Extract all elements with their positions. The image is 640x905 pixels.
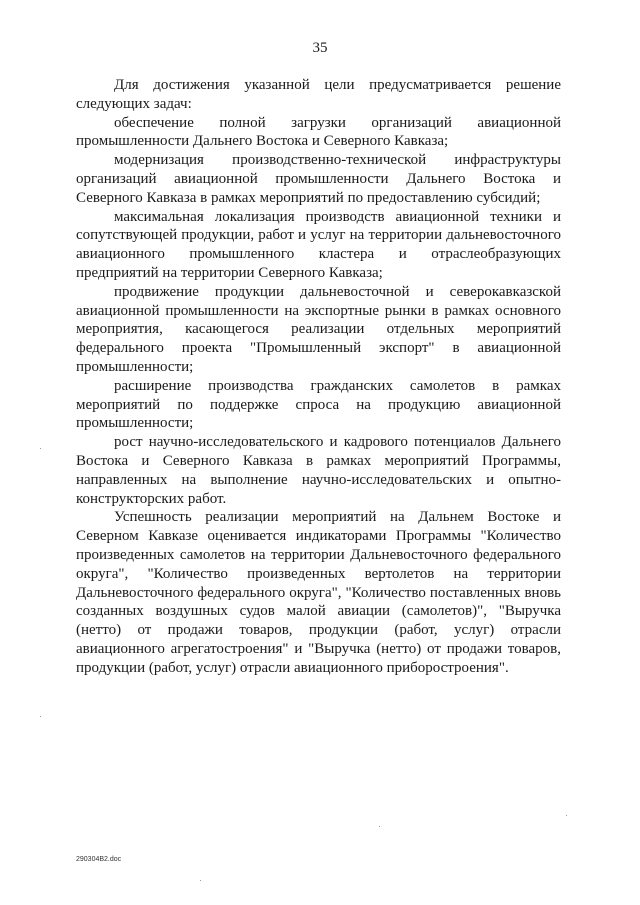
paragraph-task-civil-aircraft: расширение производства гражданских самолетов в рамках мероприятий по поддержке спроса на продукцию авиационной промышленности; [76,377,561,432]
scan-speck [40,716,41,717]
scan-speck [40,448,41,449]
paragraph-task-modernization: модернизация производственно-технической инфраструктуры организаций авиационной промышленности Дальнего Востока и Северного Кавказа в рамках мероприятий по предоставлению субсидий; [76,152,561,206]
paragraph-intro: Для достижения указанной цели предусматривается решение следующих задач: [76,77,561,112]
page-number: 35 [312,40,328,56]
paragraph-task-full-load: обеспечение полной загрузки организаций авиационной промышленности Дальнего Востока и Северного Кавказа; [76,114,561,150]
document-body [76,76,561,678]
paragraph-task-research-potential: рост научно-исследовательского и кадрового потенциалов Дальнего Востока и Северного Кавказа в рамках мероприятий Программы, направленных на выполнение научно-исследовательских и опытно-конструкторских работ. [76,434,561,507]
scan-speck [566,815,567,816]
paragraph-task-localization: максимальная локализация производств авиационной техники и сопутствующей продукции, работ и услуг на территории дальневосточного авиационного промышленного кластера и отраслеобразующих предприятий на территории Северного Кавказа; [76,208,561,281]
footer-filename: 290304B2.doc [76,856,122,863]
paragraph-success-indicators: Успешность реализации мероприятий на Дальнем Востоке и Северном Кавказе оценивается индикаторами Программы "Количество произведенных самолетов на территории Дальневосточного федерального округа", "Количество произведенных вертолетов на территории Дальневосточного федерального округа", "Количество поставленных вновь созданных воздушных судов малой авиации (самолетов)", "Выручка (нетто) от продажи товаров, продукции (работ, услуг) отрасли авиационного агрегатостроения" и "Выручка (нетто) от продажи товаров, продукции (работ, услуг) отрасли авиационного приборостроения". [76,509,561,676]
scan-speck [200,880,201,881]
paragraph-task-export-promotion: продвижение продукции дальневосточной и северокавказской авиационной промышленности на экспортные рынки в рамках основного мероприятия, касающегося реализации отдельных мероприятий федерального проекта "Промышленный экспорт" в авиационной промышленности; [76,283,561,375]
scan-speck [379,826,380,827]
